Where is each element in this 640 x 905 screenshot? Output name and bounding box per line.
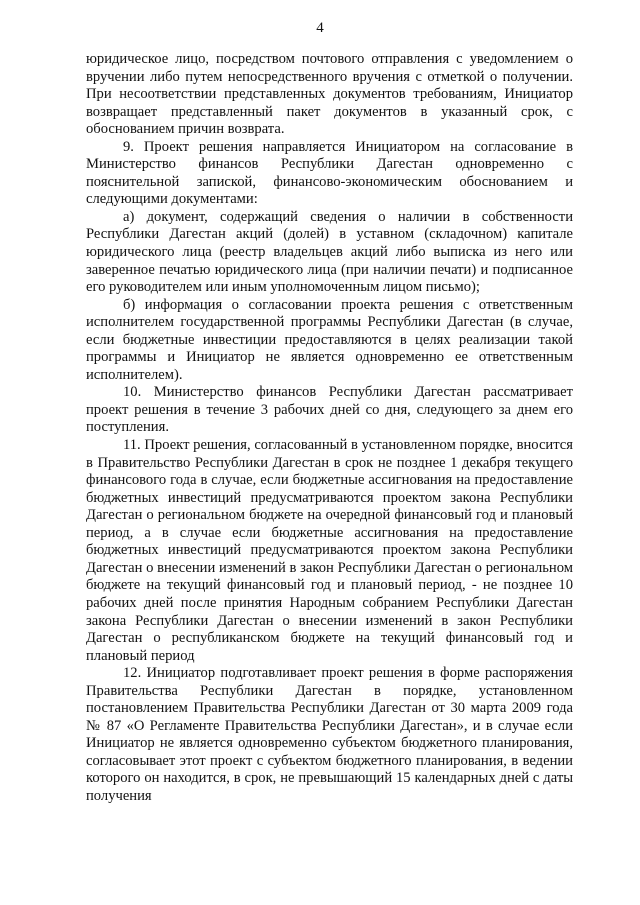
paragraph-subitem-b: б) информация о согласовании проекта решения с ответственным исполнителем государственной программы Республики Дагестан (в случае, если бюджетные инвестиции предоставляются в целях реализации такой программы и Инициатор не является одновременно ее ответственным исполнителем).	[86, 296, 573, 383]
paragraph-item-9: 9. Проект решения направляется Инициатором на согласование в Министерство финансов Республики Дагестан одновременно с пояснительной запиской, финансово-экономическим обоснованием и следующими документами:	[86, 138, 573, 208]
paragraph-item-12: 12. Инициатор подготавливает проект решения в форме распоряжения Правительства Республики Дагестан в порядке, установленном постановлением Правительства Республики Дагестан от 30 марта 2009 года № 87 «О Регламенте Правительства Республики Дагестан», и в случае если Инициатор не является одновременно субъектом бюджетного планирования, согласовывает этот проект с субъектом бюджетного планирования, в ведении которого он находится, в срок, не превышающий 15 календарных дней с даты получения	[86, 665, 573, 804]
paragraph-item-10: 10. Министерство финансов Республики Дагестан рассматривает проект решения в течение 3 рабочих дней со дня, следующего за днем его поступления.	[86, 384, 573, 436]
paragraph-subitem-a: а) документ, содержащий сведения о наличии в собственности Республики Дагестан акций (долей) в уставном (складочном) капитале юридического лица (реестр владельцев акций либо выписка из него или заверенное печатью юридического лица (при наличии печати) и подписанное его руководителем или иным уполномоченным лицом письмо);	[86, 208, 573, 296]
paragraph-item-11: 11. Проект решения, согласованный в установленном порядке, вносится в Правительство Республики Дагестан в срок не позднее 1 декабря текущего финансового года в случае, если бюджетные ассигнования на предоставление бюджетных инвестиций предусматриваются проектом закона Республики Дагестан о региональном бюджете на очередной финансовый год и плановый период, а в случае если бюджетные ассигнования на предоставление бюджетных инвестиций предусматриваются проектом закона Республики Дагестан о внесении изменений в закон Республики Дагестан о региональном бюджете на текущий финансовый год и плановый период, - не позднее 10 рабочих дней после принятия Народным собранием Республики Дагестан закона Республики Дагестан о внесении изменений в закон Республики Дагестан о республиканском бюджете на текущий финансовый год и плановый период	[86, 437, 573, 664]
paragraph-continuation: юридическое лицо, посредством почтового отправления с уведомлением о вручении либо путем непосредственного вручения с отметкой о получении. При несоответствии представленных документов требованиям, Инициатор возвращает представленный пакет документов в указанный срок, с обоснованием причин возврата.	[86, 51, 573, 138]
page-number: 4	[316, 20, 324, 36]
document-body	[86, 51, 573, 806]
